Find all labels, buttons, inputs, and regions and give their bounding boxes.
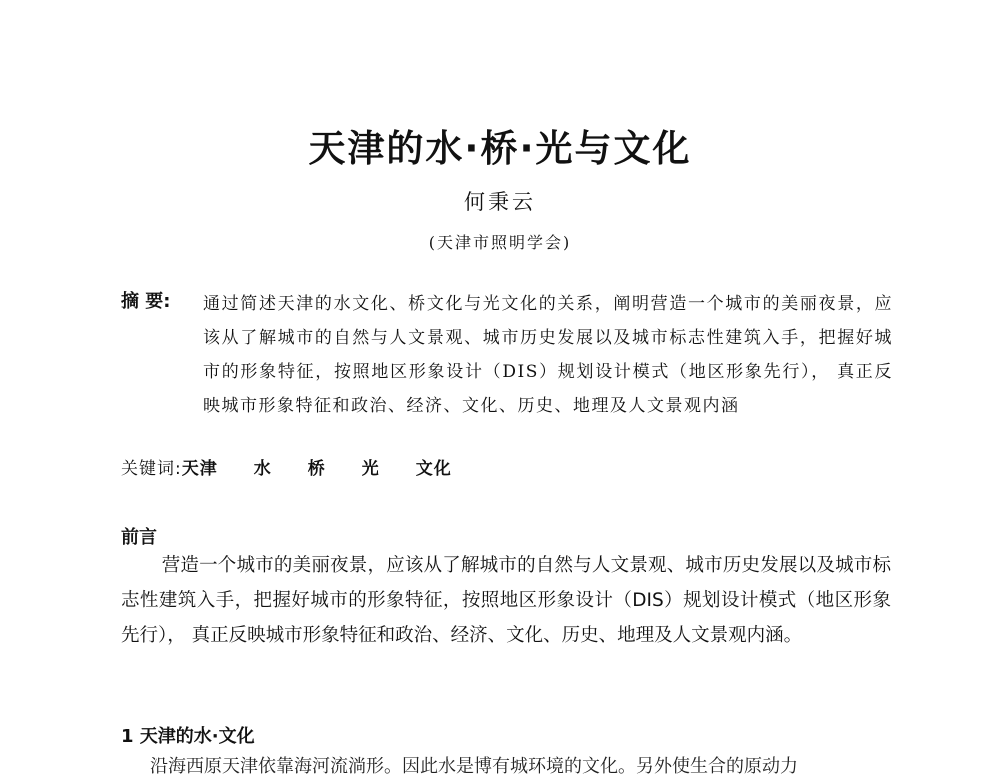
keywords-label: 关键词:	[121, 459, 182, 479]
author-affiliation: (天津市照明学会)	[428, 233, 572, 252]
author-name: 何秉云	[464, 190, 536, 214]
paper-title: 天津的水·桥·光与文化	[308, 127, 692, 170]
keyword-item: 水	[253, 459, 272, 479]
keyword-item: 桥	[307, 459, 326, 479]
section-1-heading: 1 天津的水·文化	[121, 726, 255, 747]
section-1-partial-text: 沿海西原天津依靠海河流淌形。因此水是博有城环境的文化。另外使生合的原动力	[150, 756, 798, 777]
abstract-label: 摘 要:	[121, 291, 171, 312]
keywords-line	[121, 454, 901, 479]
keyword-item: 天津	[181, 459, 218, 479]
keyword-item: 光	[361, 459, 380, 479]
intro-heading: 前言	[121, 527, 157, 548]
intro-paragraph: 营造一个城市的美丽夜景，应该从了解城市的自然与人文景观、城市历史发展以及城市标志性建筑入手，把握好城市的形象特征，按照地区形象设计（DIS）规划设计模式（地区形象先行）， 真正反映城市形象特征和政治、经济、文化、历史、地理及人文景观内涵。	[121, 555, 891, 646]
keyword-item: 文化	[415, 459, 452, 479]
abstract-text: 通过简述天津的水文化、桥文化与光文化的关系，阐明营造一个城市的美丽夜景，应该从了解城市的自然与人文景观、城市历史发展以及城市标志性建筑入手，把握好城市的形象特征，按照地区形象设计（DIS）规划设计模式（地区形象先行）， 真正反映城市形象特征和政治、经济、文化、历史、地理及人文景观内涵	[203, 294, 893, 416]
